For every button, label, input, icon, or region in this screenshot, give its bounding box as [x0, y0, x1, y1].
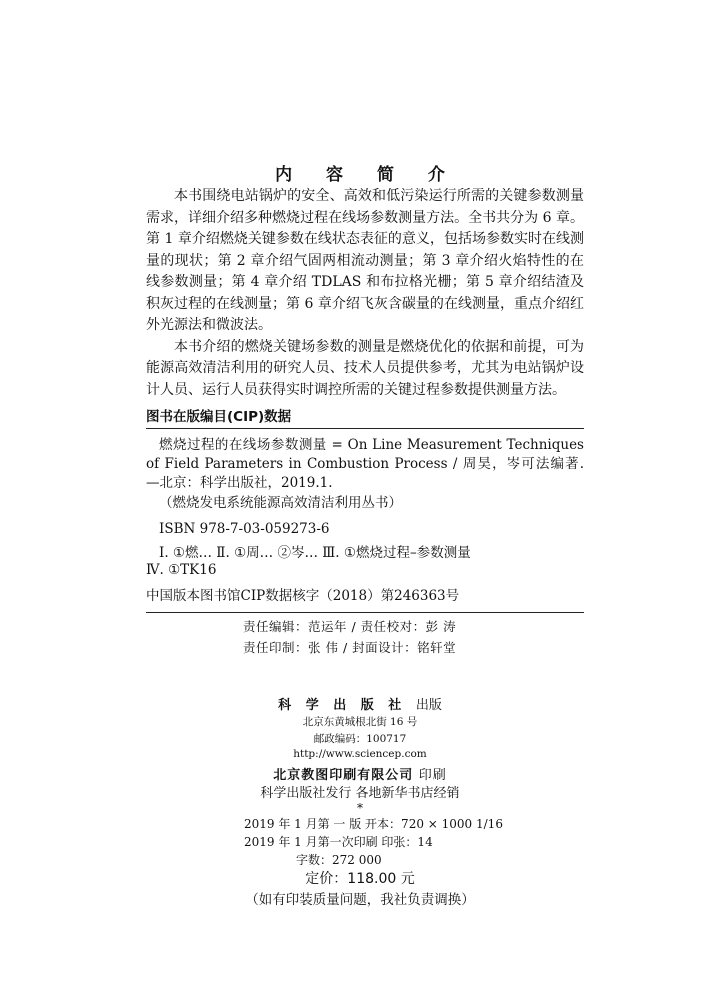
- price-line: 定价：118.00 元: [305, 871, 415, 887]
- publisher-address: 北京东黄城根北街 16 号: [302, 716, 418, 728]
- printer-line: [0, 764, 720, 783]
- editor-proofreader-line: 责任编辑：范运年 / 责任校对：彭 涛: [243, 619, 457, 634]
- summary-title: 内 容 简 介: [275, 165, 459, 185]
- cip-entry: 燃烧过程的在线场参数测量 = On Line Measurement Techniques of Field Parameters in Combustion Process / 周昊，岑可法编著. —北京：科学出版社，2019.1.: [146, 437, 584, 491]
- printer-name: 北京教图印刷有限公司: [273, 768, 414, 783]
- cip-top-rule: [146, 428, 584, 429]
- cip-verification-number: 中国版本图书馆CIP数据核字（2018）第246363号: [146, 588, 460, 604]
- cip-heading: 图书在版编目(CIP)数据: [146, 409, 292, 425]
- publisher-postcode: 邮政编码：100717: [313, 733, 407, 745]
- edition-format-line: 2019 年 1 月第 一 版 开本：720 × 1000 1/16: [244, 817, 503, 831]
- quality-notice: （如有印装质量问题，我社负责调换）: [245, 892, 475, 908]
- publisher-website: http://www.sciencep.com: [293, 748, 427, 760]
- summary-paragraph-1: 本书围绕电站锅炉的安全、高效和低污染运行所需的关键参数测量需求，详细介绍多种燃烧过程在线场参数测量方法。全书共分为 6 章。第 1 章介绍燃烧关键参数在线状态表征的意义，包括场参数实时在线测量的现状；第 2 章介绍气固两相流动测量；第 3 章介绍火焰特性的在线参数测量；第 4 章介绍 TDLAS 和布拉格光栅；第 5 章介绍结渣及积灰过程的在线测量；第 6 章介绍飞灰含碳量的在线测量，重点介绍红外光源法和微波法。: [146, 188, 584, 333]
- separator-asterisk: *: [357, 801, 363, 815]
- publisher-line: [0, 694, 720, 713]
- cip-isbn: ISBN 978-7-03-059273-6: [159, 521, 330, 537]
- distribution-line: 科学出版社发行 各地新华书店经销: [260, 786, 460, 801]
- word-count-line: 字数：272 000: [296, 853, 382, 867]
- printer-suffix: 印刷: [418, 768, 447, 783]
- cip-bottom-rule: [146, 612, 584, 613]
- cip-classification-line-1: Ⅰ. ①燃… Ⅱ. ①周… ②岑… Ⅲ. ①燃烧过程–参数测量: [159, 545, 471, 561]
- printing-sheets-line: 2019 年 1 月第一次印刷 印张：14: [244, 835, 433, 849]
- publisher-name: 科 学 出 版 社: [278, 698, 407, 713]
- summary-paragraph-2: 本书介绍的燃烧关键场参数的测量是燃烧优化的依据和前提，可为能源高效清洁利用的研究人员、技术人员提供参考，尤其为电站锅炉设计人员、运行人员获得实时调控所需的关键过程参数提供测量方法。: [146, 338, 584, 398]
- cip-series: （燃烧发电系统能源高效清洁利用丛书）: [159, 495, 402, 511]
- printing-cover-design-line: 责任印制：张 伟 / 封面设计：铭轩堂: [243, 640, 457, 655]
- publisher-suffix: 出版: [415, 698, 442, 713]
- summary-body: [146, 186, 584, 401]
- cip-classification-line-2: Ⅳ. ①TK16: [146, 562, 217, 578]
